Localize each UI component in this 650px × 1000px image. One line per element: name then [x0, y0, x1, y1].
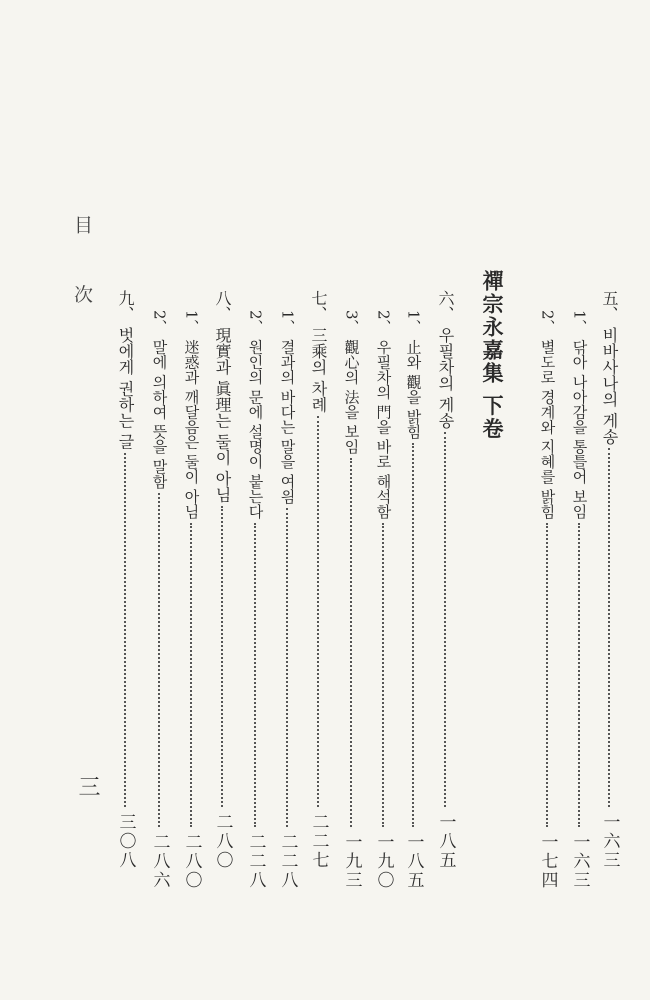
toc-entry[interactable] — [436, 290, 454, 870]
toc-entry-label: 五、 비바사나의 게송 — [600, 290, 619, 445]
toc-entry[interactable] — [600, 290, 618, 870]
toc-entry[interactable] — [374, 310, 392, 890]
toc-entry[interactable] — [182, 310, 200, 890]
dot-leader — [444, 432, 446, 807]
toc-entry-label: 2、 말에 의하여 뜻을 말함 — [150, 310, 169, 489]
toc-entry-page: 二八六 — [149, 833, 170, 890]
toc-entry-page: 一六三 — [599, 813, 620, 870]
toc-entry-page: 二八〇 — [181, 833, 202, 890]
toc-entry-page: 二二七 — [308, 813, 329, 870]
toc-entry-label: 七、 三乘의 차례 — [309, 290, 328, 413]
dot-leader — [317, 416, 319, 807]
toc-entry[interactable] — [116, 290, 134, 870]
toc-entry-label: 2、 별도로 경계와 지혜를 밝힘 — [538, 310, 557, 519]
dot-leader — [158, 493, 160, 827]
toc-entry-label: 八、 現實과 眞理는 둘이 아님 — [213, 290, 232, 503]
toc-entry-page: 一八五 — [403, 833, 424, 890]
toc-entry-label: 2、 원인의 문에 설명이 붙는다 — [246, 310, 265, 519]
toc-entry-page: 二八〇 — [212, 813, 233, 870]
dot-leader — [608, 448, 610, 807]
dot-leader — [286, 508, 288, 827]
dot-leader — [412, 443, 414, 827]
dot-leader — [190, 523, 192, 827]
toc-entry-label: 1、 닦아 나아감을 통틀어 보임 — [570, 310, 589, 519]
toc-entry-page: 三〇八 — [115, 813, 136, 870]
toc-entry[interactable] — [278, 310, 296, 890]
running-header: 目 次 — [71, 215, 93, 326]
toc-entry[interactable] — [309, 290, 327, 870]
toc-entry-page: 一九三 — [341, 833, 362, 890]
dot-leader — [124, 453, 126, 807]
toc-entry-page: 一八五 — [435, 813, 456, 870]
toc-entry[interactable] — [538, 310, 556, 890]
dot-leader — [578, 523, 580, 827]
page-number: 三 — [75, 775, 100, 797]
toc-entry[interactable] — [342, 310, 360, 890]
toc-entry-label: 1、 결과의 바다는 말을 여읨 — [278, 310, 297, 504]
toc-entry[interactable] — [213, 290, 231, 870]
volume-title: 禪宗永嘉集 下卷 — [480, 270, 505, 441]
toc-entry[interactable] — [246, 310, 264, 890]
toc-entry-page: 一七四 — [537, 833, 558, 890]
dot-leader — [254, 523, 256, 827]
toc-entry[interactable] — [570, 310, 588, 890]
toc-entry-page: 一九〇 — [373, 833, 394, 890]
toc-entry-page: 二二八 — [245, 833, 266, 890]
dot-leader — [382, 523, 384, 827]
toc-entry-label: 3、 觀心의 法을 보임 — [342, 310, 361, 454]
toc-entry-label: 1、 止와 觀을 밝힘 — [404, 310, 423, 439]
toc-entry-page: 二二八 — [277, 833, 298, 890]
toc-entry-label: 2、 우필차의 門을 바로 해석함 — [374, 310, 393, 519]
dot-leader — [350, 458, 352, 827]
toc-entry-label: 1、 迷惑과 깨달음은 둘이 아님 — [182, 310, 201, 519]
toc-entry-label: 六、 우필차의 게송 — [436, 290, 455, 429]
toc-entry-label: 九、 벗에게 권하는 글 — [116, 290, 135, 450]
toc-entry[interactable] — [150, 310, 168, 890]
dot-leader — [546, 523, 548, 827]
dot-leader — [221, 506, 223, 807]
toc-entry[interactable] — [404, 310, 422, 890]
toc-entry-page: 一六三 — [569, 833, 590, 890]
